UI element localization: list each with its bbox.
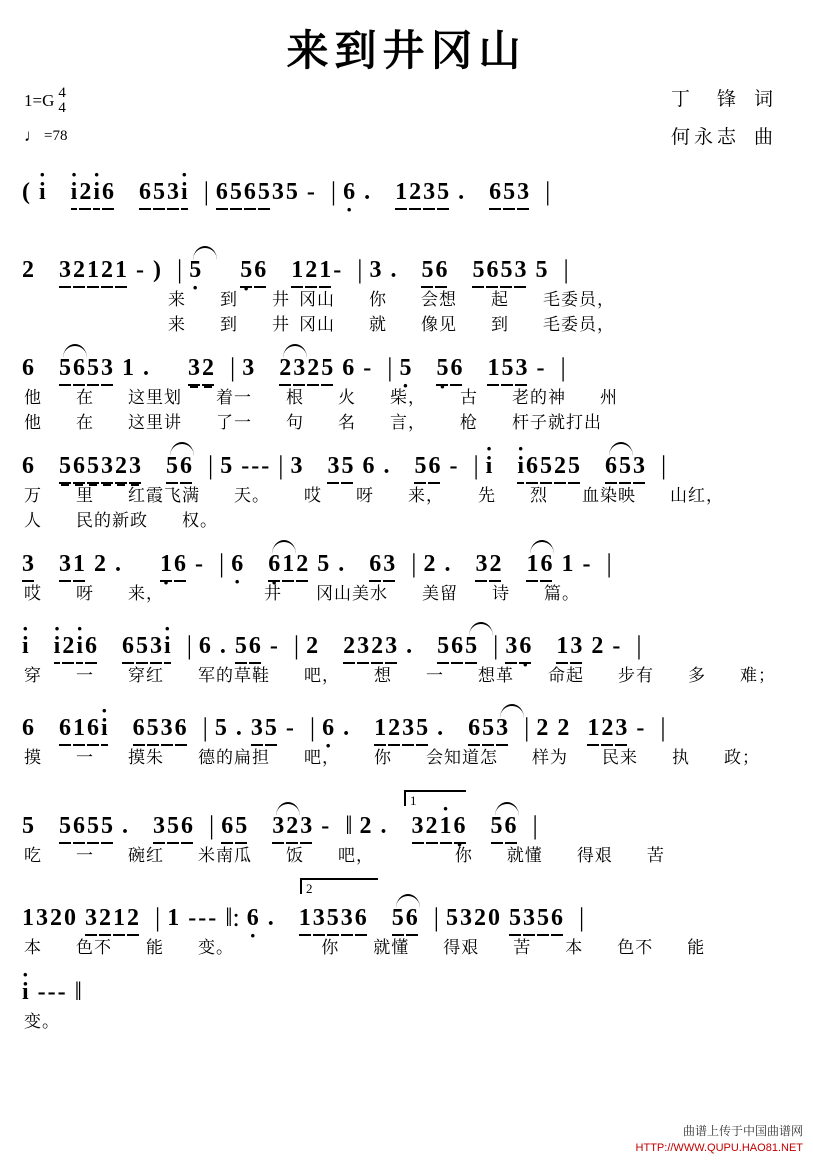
quarter-note-icon: ♩ bbox=[24, 126, 41, 146]
notation-line: 3 31 2 . 1 ·6 - | 6 · 6 ·12 5 . 63 | 2 . 32 16 1 - | bbox=[18, 548, 795, 582]
credits bbox=[671, 80, 773, 156]
music-system-3 bbox=[0, 352, 813, 450]
lyric-verse-1: 变。 bbox=[24, 1012, 60, 1033]
tempo-value: =78 bbox=[44, 127, 68, 144]
credit-composer: 何永志 曲 bbox=[670, 126, 773, 149]
lyric-verse-1: 摸 一 摸朱 德的扁担 吧， 你 会知道怎 样为 民来 执 政； bbox=[24, 748, 760, 769]
score-header bbox=[0, 80, 813, 176]
notation-line: 6 565323 56 | 5 --- | 3 35 6 . 56 - | · i · i6525 653 | bbox=[18, 450, 795, 484]
lyric-verse-1: 哎 呀 来， 井 冈山美水 美留 诗 篇。 bbox=[24, 584, 581, 605]
music-system-1 bbox=[0, 176, 813, 254]
music-system-9 bbox=[0, 881, 813, 976]
ending-bracket-2: 2 bbox=[300, 878, 378, 894]
footer-credit bbox=[636, 1122, 803, 1157]
footer-source: 曲谱上传于中国曲谱网 bbox=[682, 1123, 803, 1138]
lyric-verse-1: 他 在 这里划 着一 根 火 柴， 古 老的神 州 bbox=[24, 388, 618, 409]
credit-lyricist: 丁 锋 词 bbox=[670, 88, 773, 111]
lyric-verse-1: 吃 一 碗红 米南瓜 饭 吧， 你 就懂 得艰 苦 bbox=[24, 846, 665, 867]
lyric-verse-2: 人 民的新政 权。 bbox=[24, 510, 218, 531]
lyric-verse-2: 来 到 井 冈山 就 像见 到 毛委员， bbox=[168, 314, 615, 335]
lyric-verse-1: 万 里 红霞飞满 天。 哎 呀 来， 先 烈 血染映 山红， bbox=[24, 486, 724, 507]
notation-line: ( · i · i2· i6 653· i | 656535 - | 6 · . 1235 . 653 | bbox=[18, 176, 795, 210]
lyric-verse-1: 穿 一 穿红 军的草鞋 吧， 想 一 想革 命起 步有 多 难； bbox=[24, 666, 776, 687]
time-signature: 4 4 bbox=[58, 85, 66, 117]
notation-line: · i --- ‖ bbox=[18, 976, 795, 1010]
notation-line: 6 616· i 6536 | 5 . 35 - | 6 · . 1235 . 653 | 2 2 123 - | bbox=[18, 712, 795, 746]
key-signature: 1=G bbox=[24, 91, 55, 111]
page-title: 来到井冈山 bbox=[286, 26, 527, 75]
music-system-7 bbox=[0, 712, 813, 794]
notation-line: 1320 3212 | 1 --- ‖: 6 · . 13536 56 | 5320 5356 | bbox=[18, 884, 795, 936]
footer-url: HTTP://WWW.QUPU.HAO81.NET bbox=[635, 1141, 803, 1154]
lyric-verse-1: 来 到 井 冈山 你 会想 起 毛委员， bbox=[168, 290, 615, 311]
music-system-4 bbox=[0, 450, 813, 548]
lyric-verse-1: 本 色不 能 变。 你 就懂 得艰 苦 本 色不 能 bbox=[24, 938, 706, 959]
notation-line: 6 5653 1 . 32 | 3 2325 6 - | 5 · 5 ·6 153 - | bbox=[18, 352, 795, 386]
notation-line: 5 5655 . 356 | 65 323 - ‖ 2 . 32· 16 · 56 | bbox=[18, 794, 795, 844]
music-system-6 bbox=[0, 630, 813, 712]
music-system-10 bbox=[0, 976, 813, 1046]
lyric-verse-2: 他 在 这里讲 了一 句 名 言， 枪 杆子就打出 bbox=[24, 412, 602, 433]
music-system-2 bbox=[0, 254, 813, 352]
ending-bracket-1: 1 bbox=[404, 790, 466, 806]
notation-line: · i · i2· i6 653· i | 6 . 56 - | 2 2323 . 565 | 36 · 13 2 - | bbox=[18, 630, 795, 664]
music-system-5 bbox=[0, 548, 813, 630]
music-system-8 bbox=[0, 794, 813, 884]
notation-line: 2 32121 - ) | 5 · 5 ·6 121- | 3 . 56 5653 5 | bbox=[18, 254, 795, 288]
key-and-tempo bbox=[24, 86, 67, 146]
